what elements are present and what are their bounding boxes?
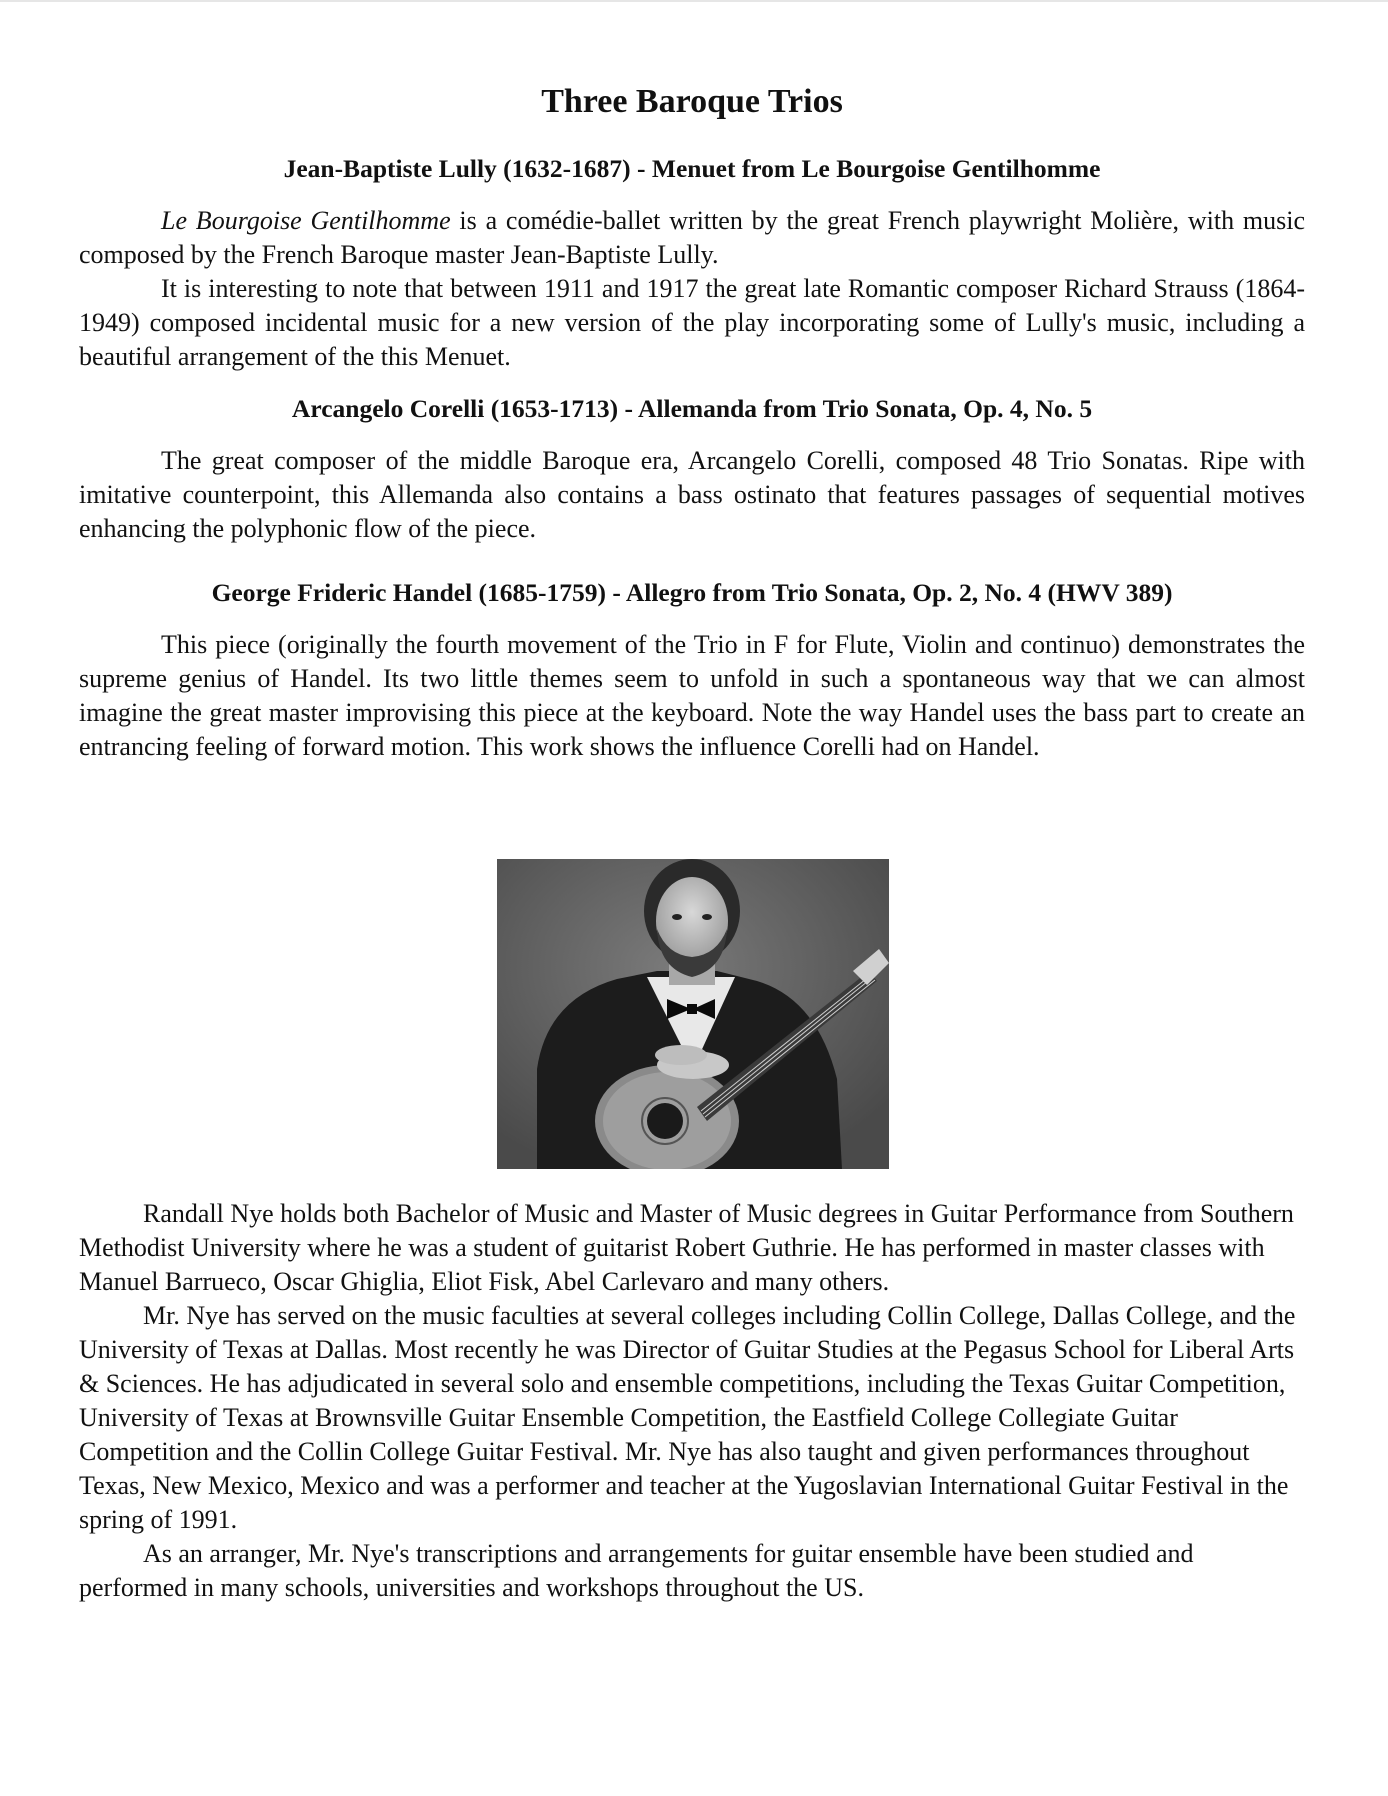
paragraph-lully-2: It is interesting to note that between 1911 and 1917 the great late Romantic composer Richard Strauss (1864-1949) composed incidental music for a new version of the play incorporating some of Lully's music, including a beautiful arrangement of the this Menuet. — [79, 274, 1305, 371]
section-heading-handel: George Frideric Handel (1685-1759) - Allegro from Trio Sonata, Op. 2, No. 4 (HWV 389) — [211, 578, 1173, 607]
section-heading-corelli: Arcangelo Corelli (1653-1713) - Allemanda from Trio Sonata, Op. 4, No. 5 — [291, 394, 1093, 423]
guitarist-portrait-illustration — [497, 859, 889, 1169]
bio-paragraph-1: Randall Nye holds both Bachelor of Music and Master of Music degrees in Guitar Performance from Southern Methodist University where he was a student of guitarist Robert Guthrie. He has performed in master classes with Manuel Barrueco, Oscar Ghiglia, Eliot Fisk, Abel Carlevaro and many others. — [79, 1199, 1294, 1296]
paragraph-lully-1-text: is a comédie-ballet written by the great French playwright Molière, with music composed by the French Baroque master Jean-Baptiste Lully. — [79, 206, 1305, 269]
program-notes — [79, 78, 1305, 764]
performer-bio — [79, 1197, 1305, 1605]
play-title-italic: Le Bourgoise Gentilhomme — [161, 206, 451, 235]
section-heading-lully: Jean-Baptiste Lully (1632-1687) - Menuet from Le Bourgoise Gentilhomme — [283, 154, 1101, 183]
bio-paragraph-3: As an arranger, Mr. Nye's transcriptions and arrangements for guitar ensemble have been studied and performed in many schools, universities and workshops throughout the US. — [79, 1539, 1194, 1602]
paragraph-lully-1 — [79, 204, 1305, 272]
guitarist-photo — [497, 859, 889, 1169]
paragraph-corelli-1: The great composer of the middle Baroque era, Arcangelo Corelli, composed 48 Trio Sonatas. Ripe with imitative counterpoint, this Allemanda also contains a bass ostinato that features passages of sequential motives enhancing the polyphonic flow of the piece. — [79, 446, 1305, 543]
paragraph-handel-1: This piece (originally the fourth movement of the Trio in F for Flute, Violin and continuo) demonstrates the supreme genius of Handel. Its two little themes seem to unfold in such a spontaneous way that we can almost imagine the great master improvising this piece at the keyboard. Note the way Handel uses the bass part to create an entrancing feeling of forward motion. This work shows the influence Corelli had on Handel. — [79, 630, 1305, 761]
bio-paragraph-2: Mr. Nye has served on the music faculties at several colleges including Collin College, Dallas College, and the University of Texas at Dallas. Most recently he was Director of Guitar Studies at the Pegasus School for Liberal Arts & Sciences. He has adjudicated in several solo and ensemble competitions, including the Texas Guitar Competition, University of Texas at Brownsville Guitar Ensemble Competition, the Eastfield College Collegiate Guitar Competition and the Collin College Guitar Festival. Mr. Nye has also taught and given performances throughout Texas, New Mexico, Mexico and was a performer and teacher at the Yugoslavian International Guitar Festival in the spring of 1991. — [79, 1301, 1296, 1534]
page-title: Three Baroque Trios — [541, 83, 843, 120]
